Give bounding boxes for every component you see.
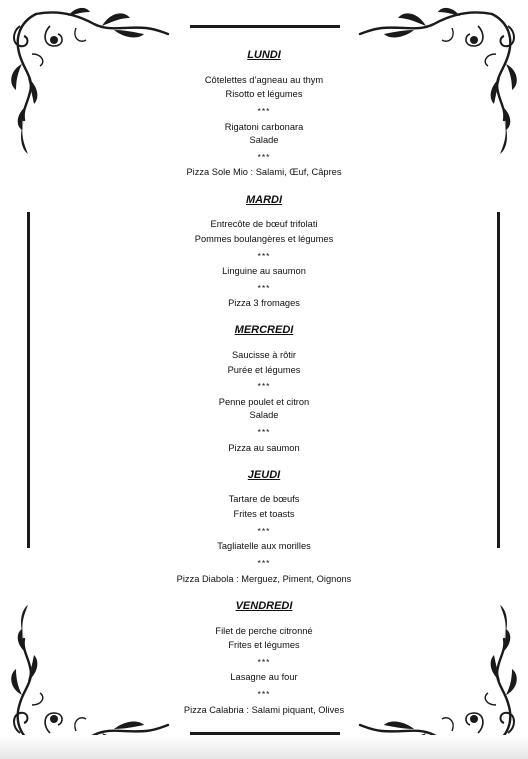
day-title-lundi: LUNDI — [247, 49, 281, 61]
separator: *** — [257, 526, 271, 536]
separator: *** — [257, 427, 271, 437]
dish: Salade — [249, 135, 279, 145]
separator: *** — [257, 657, 271, 667]
separator: *** — [257, 381, 271, 391]
dish: Pizza au saumon — [228, 443, 300, 453]
dish: Lasagne au four — [230, 672, 298, 682]
dish: Penne poulet et citron — [218, 397, 310, 407]
dish: Tagliatelle aux morilles — [217, 541, 311, 551]
dish: Linguine au saumon — [222, 266, 306, 276]
dish: Filet de perche citronné — [215, 626, 313, 636]
dish: Rigatoni carbonara — [224, 122, 304, 132]
dish: Pizza Diabola : Merguez, Piment, Oignons — [176, 574, 352, 584]
separator: *** — [257, 251, 271, 261]
separator: *** — [257, 283, 271, 293]
day-title-vendredi: VENDREDI — [235, 600, 293, 612]
day-title-mercredi: MERCREDI — [234, 324, 294, 336]
page-bottom-shadow — [0, 735, 528, 759]
dish: Pommes boulangères et légumes — [194, 234, 334, 244]
dish: Frites et toasts — [233, 509, 295, 519]
dish: Frites et légumes — [228, 640, 300, 650]
dish: Saucisse à rôtir — [231, 350, 297, 360]
separator: *** — [257, 106, 271, 116]
day-title-mardi: MARDI — [245, 194, 283, 206]
separator: *** — [257, 689, 271, 699]
dish: Pizza 3 fromages — [228, 298, 300, 308]
dish: Salade — [249, 410, 279, 420]
day-title-jeudi: JEUDI — [247, 469, 281, 481]
dish: Côtelettes d’agneau au thym — [204, 75, 324, 85]
dish: Entrecôte de bœuf trifolati — [210, 219, 318, 229]
dish: Tartare de bœufs — [228, 494, 300, 504]
dish: Purée et légumes — [227, 365, 301, 375]
dish: Risotto et légumes — [225, 89, 303, 99]
separator: *** — [257, 558, 271, 568]
dish: Pizza Sole Mio : Salami, Œuf, Câpres — [186, 167, 342, 177]
dish: Pizza Calabria : Salami piquant, Olives — [183, 705, 345, 715]
separator: *** — [257, 152, 271, 162]
